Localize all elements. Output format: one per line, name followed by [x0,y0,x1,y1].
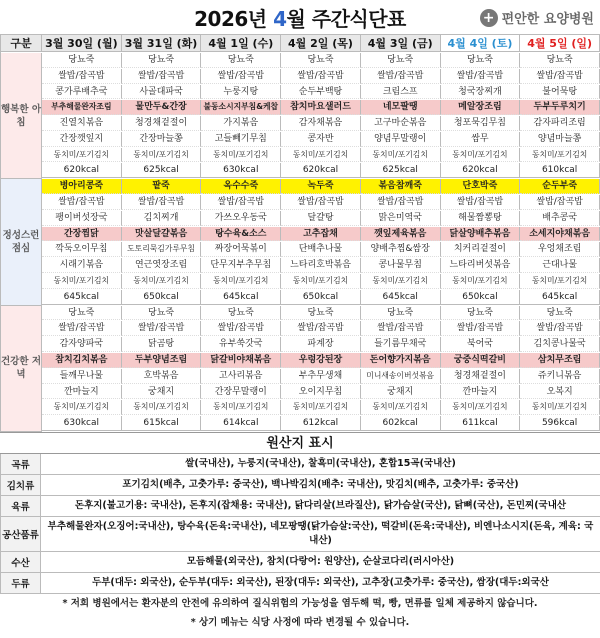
menu-cell: 쌀밥/잡곡밥 [361,195,441,210]
menu-cell: 쌀밥/잡곡밥 [441,69,521,84]
menu-cell: 메알장조림 [441,100,521,115]
menu-cell: 도토리묵김가루무침 [122,242,202,257]
origin-row [0,454,600,475]
menu-cell: 쌀밥/잡곡밥 [122,69,202,84]
meal-label: 행복한 아침 [1,53,42,179]
kcal-cell: 645kcal [361,290,441,305]
menu-cell: 쌀밥/잡곡밥 [201,69,281,84]
menu-cell: 동치미/포기김치 [42,274,122,289]
menu-cell: 동치미/포기김치 [281,274,361,289]
kcal-cell: 625kcal [361,163,441,178]
menu-cell: 부추무생채 [281,369,361,384]
menu-cell: 쌀밥/잡곡밥 [441,195,521,210]
meal-label: 건강한 저녁 [1,306,42,432]
menu-cell: 김치찌개 [122,211,202,226]
menu-cell: 단무지부추무침 [201,258,281,273]
menu-cell: 동치미/포기김치 [361,274,441,289]
menu-cell: 당뇨죽 [361,306,441,321]
day-header: 4월 1일 (수) [201,34,281,52]
menu-cell: 동치미/포기김치 [361,400,441,415]
menu-cell: 우렁강된장 [281,353,361,368]
menu-cell: 쌀밥/잡곡밥 [42,321,122,336]
menu-cell: 간장마늘쫑 [122,132,202,147]
menu-cell: 청포묵김무침 [441,116,521,131]
menu-cell: 닭곰탕 [122,337,202,352]
menu-cell: 네모팔땡 [361,100,441,115]
menu-cell: 동치미/포기김치 [441,274,521,289]
menu-cell: 동치미/포기김치 [520,400,600,415]
menu-cell: 당뇨죽 [42,53,122,68]
title-rest: 월 주간식단표 [286,7,406,31]
menu-cell: 동치미/포기김치 [42,400,122,415]
menu-cell: 당뇨죽 [520,53,600,68]
kcal-cell: 620kcal [281,163,361,178]
menu-cell: 맛살달걀볶음 [122,227,202,242]
menu-cell: 쌀밥/잡곡밥 [281,321,361,336]
menu-cell: 삼치무조림 [520,353,600,368]
menu-cell: 쌀밥/잡곡밥 [42,69,122,84]
menu-cell: 미니새송이버섯볶음 [361,369,441,384]
menu-cell: 쌀밥/잡곡밥 [441,321,521,336]
menu-cell: 병아리콩죽 [42,179,122,194]
menu-cell: 깐마늘지 [42,385,122,400]
menu-cell: 팥죽 [122,179,202,194]
menu-cell: 크림스프 [361,85,441,100]
menu-cell: 참치마요샐러드 [281,100,361,115]
menu-cell: 당뇨죽 [201,53,281,68]
menu-cell: 동치미/포기김치 [281,148,361,163]
menu-cell: 근대나물 [520,258,600,273]
day-header: 4월 3일 (금) [361,34,441,52]
brand-logo [480,8,594,27]
menu-cell: 우엉채조림 [520,242,600,257]
menu-cell: 돈어향가지볶음 [361,353,441,368]
menu-cell: 해물짬뽕탕 [441,211,521,226]
menu-cell: 당뇨죽 [281,53,361,68]
menu-cell: 동치미/포기김치 [201,274,281,289]
kcal-cell: 650kcal [281,290,361,305]
menu-cell: 동치미/포기김치 [201,148,281,163]
origin-label: 수산 [0,552,41,572]
menu-cell: 녹두죽 [281,179,361,194]
menu-cell: 달걀탕 [281,211,361,226]
menu-cell: 참치김치볶음 [42,353,122,368]
origin-rows [0,454,600,594]
day-header: 4월 2일 (목) [281,34,361,52]
menu-cell: 들기름무채국 [361,337,441,352]
menu-cell: 김치콩나물국 [520,337,600,352]
menu-cell: 당뇨죽 [201,306,281,321]
menu-cell: 오복지 [520,385,600,400]
menu-cell: 고구마순볶음 [361,116,441,131]
kcal-cell: 625kcal [122,163,202,178]
menu-cell: 치커리겉절이 [441,242,521,257]
notice-text: * 상기 메뉴는 식당 사정에 따라 변경될 수 있습니다. [190,617,410,628]
menu-cell: 당뇨죽 [441,306,521,321]
menu-cell: 콩가루배추국 [42,85,122,100]
menu-cell: 닭갈비야채볶음 [201,353,281,368]
menu-cell: 양념무말랭이 [361,132,441,147]
menu-cell: 동치미/포기김치 [441,400,521,415]
menu-cell: 느타리버섯볶음 [441,258,521,273]
menu-cell: 깍둑오이무침 [42,242,122,257]
menu-cell: 쌀밥/잡곡밥 [520,195,600,210]
origin-label: 육류 [0,496,41,516]
menu-cell: 물만두&간장 [122,100,202,115]
menu-cell: 청경채겉절이 [122,116,202,131]
menu-cell: 맑은미역국 [361,211,441,226]
menu-cell: 콩나물무침 [361,258,441,273]
day-header: 4월 4일 (토) [441,34,521,52]
menu-cell: 불동소시지부침&케찹 [201,100,281,115]
menu-cell: 탕수육&소스 [201,227,281,242]
menu-cell: 동치미/포기김치 [520,148,600,163]
menu-cell: 당뇨죽 [281,306,361,321]
menu-cell: 당뇨죽 [42,306,122,321]
menu-cell: 동치미/포기김치 [520,274,600,289]
menu-cell: 파계장 [281,337,361,352]
menu-cell: 가쓰오우동국 [201,211,281,226]
menu-cell: 호박볶음 [122,369,202,384]
menu-cell: 오이지무침 [281,385,361,400]
day-header: 3월 30일 (월) [42,34,122,52]
menu-cell: 사골대파국 [122,85,202,100]
menu-cell: 닭살양배추볶음 [441,227,521,242]
menu-cell: 궁중식떡갈비 [441,353,521,368]
meal-label: 정성스런 점심 [1,179,42,305]
menu-cell: 두부두루치기 [520,100,600,115]
kcal-cell: 596kcal [520,416,600,431]
menu-cell: 짜장어묵볶이 [201,242,281,257]
notice-text: * 저희 병원에서는 환자분의 안전에 유의하여 질식위험의 가능성을 염두해 떡, 빵, 면류를 일체 제공하지 않습니다. [62,598,538,609]
origin-text: 쌀(국내산), 누룽지(국내산), 찰흑미(국내산), 혼합15곡(국내산) [185,458,456,469]
menu-cell: 누룽지탕 [201,85,281,100]
menu-cell: 쌀밥/잡곡밥 [122,321,202,336]
kcal-cell: 612kcal [281,416,361,431]
menu-cell: 고들빼기무침 [201,132,281,147]
menu-cell: 쌀밥/잡곡밥 [122,195,202,210]
day-header: 4월 5일 (일) [520,34,600,52]
menu-cell: 가지볶음 [201,116,281,131]
corner-label: 구분 [1,34,42,52]
menu-cell: 청경채겉절이 [441,369,521,384]
menu-cell: 순두부백탕 [281,85,361,100]
menu-cell: 쥬키니볶음 [520,369,600,384]
origin-row [0,475,600,496]
menu-cell: 불어묵탕 [520,85,600,100]
origin-text: 부추해물완자(오징어:국내산), 탕수육(돈육:국내산), 네모팡땡(닭가슴살:국산), 떡갈비(돈육:국내산), 비엔나소시지(돈육, 계육: 국내산) [47,521,594,546]
menu-cell: 깻잎제육볶음 [361,227,441,242]
menu-cell: 감자파리조림 [520,116,600,131]
menu-cell: 간장깻잎지 [42,132,122,147]
menu-cell: 청국장찌개 [441,85,521,100]
origin-row [0,573,600,594]
menu-cell: 옥수수죽 [201,179,281,194]
menu-cell: 느타리호박볶음 [281,258,361,273]
menu-cell: 북어국 [441,337,521,352]
menu-cell: 감자채볶음 [281,116,361,131]
kcal-cell: 620kcal [441,163,521,178]
kcal-cell: 650kcal [441,290,521,305]
menu-cell: 궁채지 [361,385,441,400]
title-year: 2026년 [194,7,274,31]
menu-cell: 동치미/포기김치 [122,274,202,289]
menu-cell: 단배추나물 [281,242,361,257]
kcal-cell: 630kcal [201,163,281,178]
origin-text: 돈후지(불고기용: 국내산), 돈후지(잡채용: 국내산), 닭다리살(브라질산), 닭가슴살(국산), 닭뼈(국산), 돈민찌(국내산 [74,500,567,511]
kcal-cell: 630kcal [42,416,122,431]
kcal-cell: 645kcal [42,290,122,305]
cross-icon: + [480,9,498,27]
menu-cell: 쌀밥/잡곡밥 [281,69,361,84]
menu-cell: 동치미/포기김치 [281,400,361,415]
menu-cell: 단호박죽 [441,179,521,194]
menu-cell: 쌀밥/잡곡밥 [361,69,441,84]
menu-cell: 고추잡채 [281,227,361,242]
menu-cell: 동치미/포기김치 [122,148,202,163]
menu-cell: 콩자반 [281,132,361,147]
origin-label: 공산품류 [0,517,41,551]
kcal-cell: 645kcal [201,290,281,305]
menu-cell: 시래기볶음 [42,258,122,273]
day-header: 3월 31일 (화) [122,34,202,52]
kcal-cell: 611kcal [441,416,521,431]
origin-label: 두류 [0,573,41,593]
kcal-cell: 650kcal [122,290,202,305]
menu-cell: 쌀밥/잡곡밥 [201,195,281,210]
menu-cell: 볶음참깨죽 [361,179,441,194]
menu-cell: 동치미/포기김치 [122,400,202,415]
kcal-cell: 620kcal [42,163,122,178]
origin-text: 포기김치(배추, 고춧가루: 중국산), 백나박김치(배추: 국내산), 맛김치(배추, 고춧가루: 중국산) [122,479,519,490]
menu-cell: 당뇨죽 [520,306,600,321]
menu-cell: 당뇨죽 [122,53,202,68]
menu-cell: 양배추찜&쌈장 [361,242,441,257]
origin-title: 원산지 표시 [0,432,600,454]
menu-cell: 배추콩국 [520,211,600,226]
menu-cell: 고사리볶음 [201,369,281,384]
menu-cell: 쌀밥/잡곡밥 [281,195,361,210]
menu-cell: 양념마늘쫑 [520,132,600,147]
origin-row [0,552,600,573]
menu-cell: 궁채지 [122,385,202,400]
brand-name: 편안한 요양병원 [501,12,594,27]
menu-cell: 깐마늘지 [441,385,521,400]
origin-row [0,517,600,552]
menu-cell: 당뇨죽 [441,53,521,68]
origin-notes [0,594,600,632]
menu-cell: 당뇨죽 [361,53,441,68]
menu-cell: 진열치볶음 [42,116,122,131]
menu-cell: 부추해물완자조림 [42,100,122,115]
menu-cell: 두부양념조림 [122,353,202,368]
menu-cell: 감자양파국 [42,337,122,352]
origin-text: 모듬해물(외국산), 참치(다랑어: 원양산), 순살코다리(러시아산) [186,556,455,567]
header [0,0,600,34]
menu-cell: 팽이버섯장국 [42,211,122,226]
menu-cell: 쌀밥/잡곡밥 [520,321,600,336]
menu-cell: 쌀밥/잡곡밥 [42,195,122,210]
menu-cell: 쌀밥/잡곡밥 [201,321,281,336]
kcal-cell: 615kcal [122,416,202,431]
menu-cell: 당뇨죽 [122,306,202,321]
menu-cell: 동치미/포기김치 [441,148,521,163]
menu-cell: 간장무말랭이 [201,385,281,400]
kcal-cell: 602kcal [361,416,441,431]
menu-cell: 쌈무 [441,132,521,147]
menu-cell: 들깨무나물 [42,369,122,384]
kcal-cell: 645kcal [520,290,600,305]
kcal-cell: 610kcal [520,163,600,178]
menu-cell: 연근엿장조림 [122,258,202,273]
menu-cell: 쌀밥/잡곡밥 [520,69,600,84]
origin-label: 김치류 [0,475,41,495]
menu-cell: 유부쑥갓국 [201,337,281,352]
menu-cell: 동치미/포기김치 [201,400,281,415]
menu-cell: 동치미/포기김치 [42,148,122,163]
origin-label: 곡류 [0,454,41,474]
kcal-cell: 614kcal [201,416,281,431]
weekly-menu-table [0,34,600,432]
menu-cell: 동치미/포기김치 [361,148,441,163]
menu-cell: 순두부죽 [520,179,600,194]
menu-cell: 간장찜닭 [42,227,122,242]
origin-text: 두부(대두: 외국산), 순두부(대두: 외국산), 된장(대두: 외국산), 고추장(고춧가루: 중국산), 쌈장(대두:외국산 [92,577,549,588]
origin-table [0,432,600,632]
title-month: 4 [273,7,287,31]
origin-row [0,496,600,517]
menu-cell: 소세지야채볶음 [520,227,600,242]
menu-cell: 쌀밥/잡곡밥 [361,321,441,336]
